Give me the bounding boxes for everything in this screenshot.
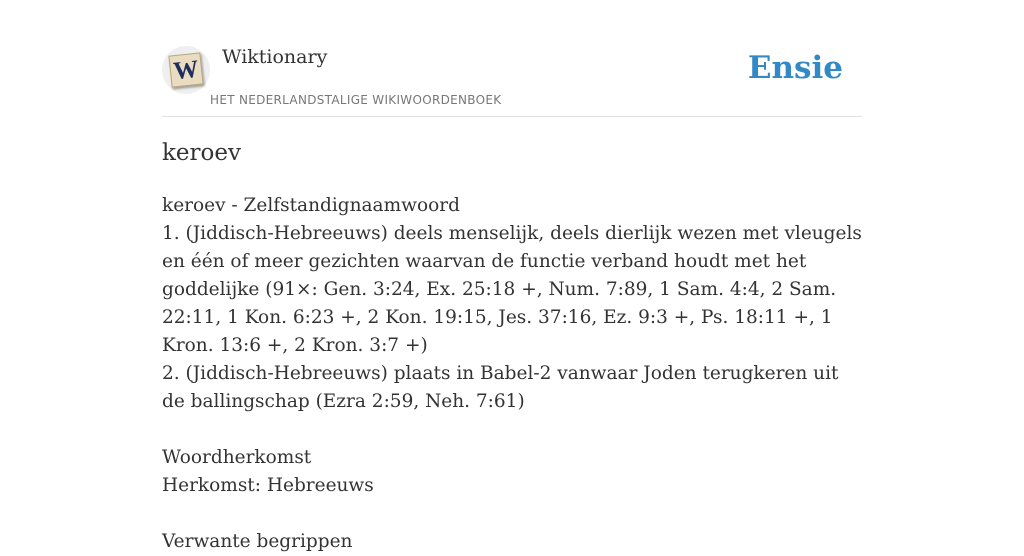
article-content <box>162 192 862 556</box>
site-header <box>162 40 862 117</box>
logo-letter: W <box>172 55 200 86</box>
page-title: keroev <box>162 140 241 166</box>
site-name[interactable]: Wiktionary <box>222 46 328 68</box>
site-tagline: HET NEDERLANDSTALIGE WIKIWOORDENBOEK <box>210 93 502 107</box>
definition-2: 2. (Jiddisch-Hebreeuws) plaats in Babel-2 vanwaar Joden terugkeren uit de ballingschap (Ezra 2:59, Neh. 7:61) <box>162 363 839 412</box>
spacer <box>162 416 862 444</box>
part-of-speech-line: keroev - Zelfstandignaamwoord <box>162 195 460 216</box>
related-terms-heading: Verwante begrippen <box>162 531 353 552</box>
ensie-brand-link[interactable]: Ensie <box>747 50 843 86</box>
etymology-text: Herkomst: Hebreeuws <box>162 475 374 496</box>
wiktionary-tile-icon <box>168 52 203 87</box>
definition-1: 1. (Jiddisch-Hebreeuws) deels menselijk, deels dierlijk wezen met vleugels en één of meer gezichten waarvan de functie verband houdt met het goddelijke (91×: Gen. 3:24, Ex. 25:18 +, Num. 7:89, 1 Sam. 4:4, 2 Sam. 22:11, 1 Kon. 6:23 +, 2 Kon. 19:15, Jes. 37:16, Ez. 9:3 +, Ps. 18:11 +, 1 Kron. 13:6 +, 2 Kron. 3:7 +) <box>162 223 862 356</box>
spacer <box>162 500 862 528</box>
etymology-heading: Woordherkomst <box>162 447 312 468</box>
wiktionary-logo[interactable] <box>162 46 210 94</box>
